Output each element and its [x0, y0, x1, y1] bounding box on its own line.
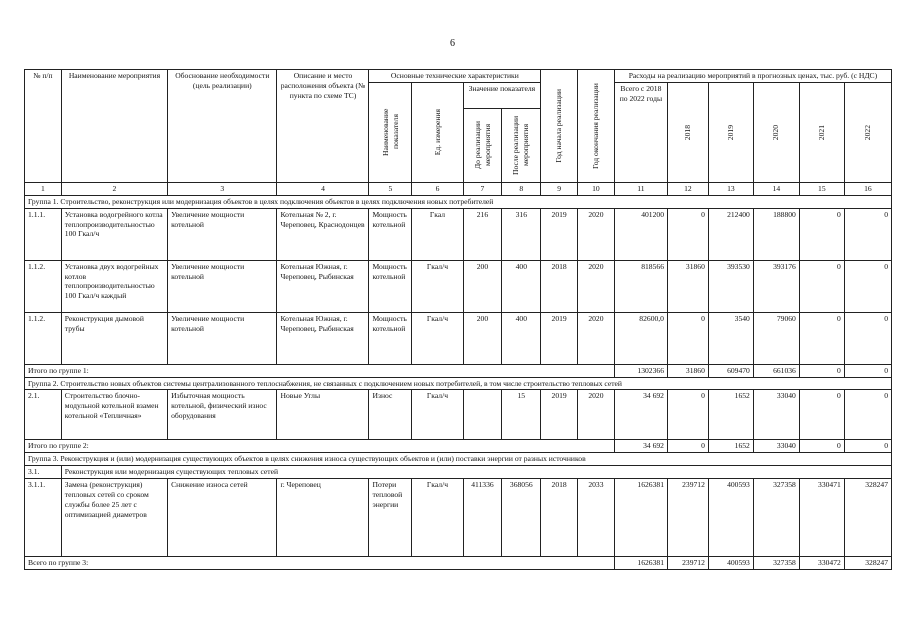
row-location: Котельная № 2, г. Череповец, Краснодонцев — [277, 208, 369, 260]
col-index: 14 — [753, 183, 799, 196]
header-no: № п/п — [25, 70, 62, 183]
row-cost-2020: 33040 — [753, 390, 799, 440]
row-year-end: 2020 — [578, 260, 615, 312]
row-cost-2019: 3540 — [708, 312, 753, 364]
subtotal-label: Итого по группе 2: — [25, 440, 615, 453]
row-before: 200 — [463, 260, 502, 312]
group-2-title: Группа 2. Строительство новых объектов системы централизованного теплоснабжения, не связанных с подключением новых потребителей, в том числе строительство тепловых сетей — [25, 377, 892, 390]
row-cost-2018: 0 — [667, 312, 708, 364]
row-total: 1626381 — [614, 479, 667, 557]
header-name: Наименование мероприятия — [61, 70, 167, 183]
row-location: Котельная Южная, г. Череповец, Рыбинская — [277, 260, 369, 312]
group-1-subtotal-row — [25, 364, 892, 377]
header-year-start-cell — [541, 70, 578, 183]
header-year-start: Год начала реализации — [554, 89, 564, 163]
row-cost-2022: 0 — [844, 390, 891, 440]
page-number: 6 — [450, 38, 455, 49]
row-after: 15 — [502, 390, 541, 440]
row-unit: Гкал/ч — [412, 312, 463, 364]
header-2018-cell — [667, 82, 708, 182]
row-indicator: Износ — [369, 390, 412, 440]
header-2022-cell — [844, 82, 891, 182]
header-tech: Основные технические характеристики — [369, 70, 541, 83]
col-index: 15 — [799, 183, 844, 196]
col-index: 16 — [844, 183, 891, 196]
row-name: Замена (реконструкция) тепловых сетей со сроком службы более 25 лет с оптимизацией диаметров — [61, 479, 167, 557]
row-cost-2021: 0 — [799, 312, 844, 364]
row-no: 2.1. — [25, 390, 62, 440]
subtotal-label: Всего по группе 3: — [25, 557, 615, 570]
row-justification: Снижение износа сетей — [168, 479, 277, 557]
header-justification: Обоснование необходимости (цель реализации) — [168, 70, 277, 183]
row-cost-2019: 393530 — [708, 260, 753, 312]
subtotal-2019: 400593 — [708, 557, 753, 570]
table-row — [25, 208, 892, 260]
row-cost-2022: 328247 — [844, 479, 891, 557]
col-index: 3 — [168, 183, 277, 196]
row-justification: Увеличение мощности котельной — [168, 312, 277, 364]
row-justification: Увеличение мощности котельной — [168, 260, 277, 312]
row-justification: Увеличение мощности котельной — [168, 208, 277, 260]
subtotal-2018: 31860 — [667, 364, 708, 377]
col-index: 2 — [61, 183, 167, 196]
header-year-end: Год окончания реализации — [591, 83, 600, 169]
header-2019: 2019 — [725, 124, 735, 141]
row-cost-2019: 400593 — [708, 479, 753, 557]
col-index: 1 — [25, 183, 62, 196]
header-total: Всего с 2018 по 2022 годы — [614, 82, 667, 182]
header-2021-cell — [799, 82, 844, 182]
row-unit: Гкал — [412, 208, 463, 260]
subtotal-total: 1626381 — [614, 557, 667, 570]
row-before — [463, 390, 502, 440]
header-2021: 2021 — [816, 124, 826, 141]
col-index: 4 — [277, 183, 369, 196]
header-tech-name-cell — [369, 82, 412, 182]
row-after: 400 — [502, 312, 541, 364]
column-index-row — [25, 183, 892, 196]
row-cost-2022: 0 — [844, 260, 891, 312]
header-after: После реализации мероприятия — [511, 115, 531, 175]
header-2019-cell — [708, 82, 753, 182]
row-no: 1.1.2. — [25, 312, 62, 364]
row-name: Установка двух водогрейных котлов теплопроизводительностью 100 Гкал/ч каждый — [61, 260, 167, 312]
row-before: 216 — [463, 208, 502, 260]
row-cost-2021: 0 — [799, 260, 844, 312]
subgroup-3-1-row — [25, 466, 892, 479]
row-indicator: Мощность котельной — [369, 208, 412, 260]
col-index: 5 — [369, 183, 412, 196]
investment-table — [24, 69, 892, 570]
subtotal-2018: 239712 — [667, 557, 708, 570]
row-cost-2018: 0 — [667, 390, 708, 440]
header-location: Описание и место расположения объекта (№ пункта по схеме ТС) — [277, 70, 369, 183]
row-no: 1.1.2. — [25, 260, 62, 312]
row-year-start: 2019 — [541, 390, 578, 440]
col-index: 13 — [708, 183, 753, 196]
header-2020: 2020 — [771, 124, 781, 141]
row-after: 368056 — [502, 479, 541, 557]
subtotal-2022: 0 — [844, 440, 891, 453]
header-tech-unit-cell — [412, 82, 463, 182]
row-cost-2020: 393176 — [753, 260, 799, 312]
subtotal-2019: 609470 — [708, 364, 753, 377]
row-cost-2022: 0 — [844, 312, 891, 364]
col-index: 11 — [614, 183, 667, 196]
table-row — [25, 260, 892, 312]
row-after: 400 — [502, 260, 541, 312]
col-index: 6 — [412, 183, 463, 196]
header-year-end-cell — [578, 70, 615, 183]
col-index: 10 — [578, 183, 615, 196]
row-total: 818566 — [614, 260, 667, 312]
row-total: 401200 — [614, 208, 667, 260]
subtotal-2020: 327358 — [753, 557, 799, 570]
row-cost-2020: 188800 — [753, 208, 799, 260]
subtotal-2020: 661036 — [753, 364, 799, 377]
group-3-title: Группа 3. Реконструкция и (или) модернизация существующих объектов в целях снижения износа существующих объектов и (или) поставки энергии от разных источников — [25, 453, 892, 466]
subtotal-label: Итого по группе 1: — [25, 364, 615, 377]
row-no: 3.1.1. — [25, 479, 62, 557]
group-1-title: Группа 1. Строительство, реконструкция или модернизация объектов в целях подключения объектов в целях подключения новых потребителей — [25, 195, 892, 208]
col-index: 9 — [541, 183, 578, 196]
row-justification: Избыточная мощность котельной, физический износ оборудования — [168, 390, 277, 440]
row-name: Реконструкция дымовой трубы — [61, 312, 167, 364]
row-name: Строительство блочно-модульной котельной взамен котельной «Тепличная» — [61, 390, 167, 440]
row-cost-2019: 212400 — [708, 208, 753, 260]
subtotal-2019: 1652 — [708, 440, 753, 453]
row-year-end: 2020 — [578, 208, 615, 260]
header-2020-cell — [753, 82, 799, 182]
col-index: 7 — [463, 183, 502, 196]
group-3-subtotal-row — [25, 557, 892, 570]
row-unit: Гкал/ч — [412, 479, 463, 557]
subtotal-2018: 0 — [667, 440, 708, 453]
group-1-title-row — [25, 195, 892, 208]
header-tech-value: Значение показателя — [463, 82, 541, 108]
header-2018: 2018 — [683, 124, 692, 141]
row-year-start: 2019 — [541, 312, 578, 364]
group-2-subtotal-row — [25, 440, 892, 453]
subgroup-title: Реконструкция или модернизация существующих тепловых сетей — [61, 466, 891, 479]
header-before-cell — [463, 108, 502, 182]
subtotal-2022: 0 — [844, 364, 891, 377]
row-name: Установка водогрейного котла теплопроизводительностью 100 Гкал/ч — [61, 208, 167, 260]
header-2022: 2022 — [862, 124, 872, 141]
subtotal-2021: 330472 — [799, 557, 844, 570]
subtotal-2021: 0 — [799, 440, 844, 453]
row-location: Котельная Южная, г. Череповец, Рыбинская — [277, 312, 369, 364]
row-location: Новые Углы — [277, 390, 369, 440]
row-cost-2021: 330471 — [799, 479, 844, 557]
row-before: 411336 — [463, 479, 502, 557]
table-row — [25, 390, 892, 440]
header-before: До реализации мероприятия — [472, 121, 492, 170]
col-index: 12 — [667, 183, 708, 196]
row-location: г. Череповец — [277, 479, 369, 557]
row-unit: Гкал/ч — [412, 390, 463, 440]
row-cost-2018: 31860 — [667, 260, 708, 312]
row-after: 316 — [502, 208, 541, 260]
row-cost-2020: 79060 — [753, 312, 799, 364]
row-before: 200 — [463, 312, 502, 364]
row-year-end: 2020 — [578, 312, 615, 364]
row-cost-2021: 0 — [799, 390, 844, 440]
row-cost-2019: 1652 — [708, 390, 753, 440]
row-cost-2018: 239712 — [667, 479, 708, 557]
header-costs: Расходы на реализацию мероприятий в прогнозных ценах, тыс. руб. (с НДС) — [614, 70, 891, 83]
row-cost-2020: 327358 — [753, 479, 799, 557]
subtotal-2020: 33040 — [753, 440, 799, 453]
row-total: 82600,0 — [614, 312, 667, 364]
row-year-end: 2033 — [578, 479, 615, 557]
row-total: 34 692 — [614, 390, 667, 440]
row-year-start: 2019 — [541, 208, 578, 260]
row-cost-2021: 0 — [799, 208, 844, 260]
subgroup-no: 3.1. — [25, 466, 62, 479]
subtotal-total: 34 692 — [614, 440, 667, 453]
col-index: 8 — [502, 183, 541, 196]
row-year-start: 2018 — [541, 260, 578, 312]
group-3-title-row — [25, 453, 892, 466]
row-cost-2022: 0 — [844, 208, 891, 260]
row-cost-2018: 0 — [667, 208, 708, 260]
subtotal-2022: 328247 — [844, 557, 891, 570]
group-2-title-row — [25, 377, 892, 390]
row-indicator: Мощность котельной — [369, 260, 412, 312]
row-year-end: 2020 — [578, 390, 615, 440]
row-indicator: Потери тепловой энергии — [369, 479, 412, 557]
row-no: 1.1.1. — [25, 208, 62, 260]
row-unit: Гкал/ч — [412, 260, 463, 312]
row-indicator: Мощность котельной — [369, 312, 412, 364]
table-row — [25, 479, 892, 557]
subtotal-2021: 0 — [799, 364, 844, 377]
header-tech-name: Наименование показателя — [380, 108, 400, 157]
header-tech-unit: Ед. измерения — [432, 109, 442, 156]
header-after-cell — [502, 108, 541, 182]
header-row-1 — [25, 70, 892, 83]
table-row — [25, 312, 892, 364]
subtotal-total: 1302366 — [614, 364, 667, 377]
row-year-start: 2018 — [541, 479, 578, 557]
